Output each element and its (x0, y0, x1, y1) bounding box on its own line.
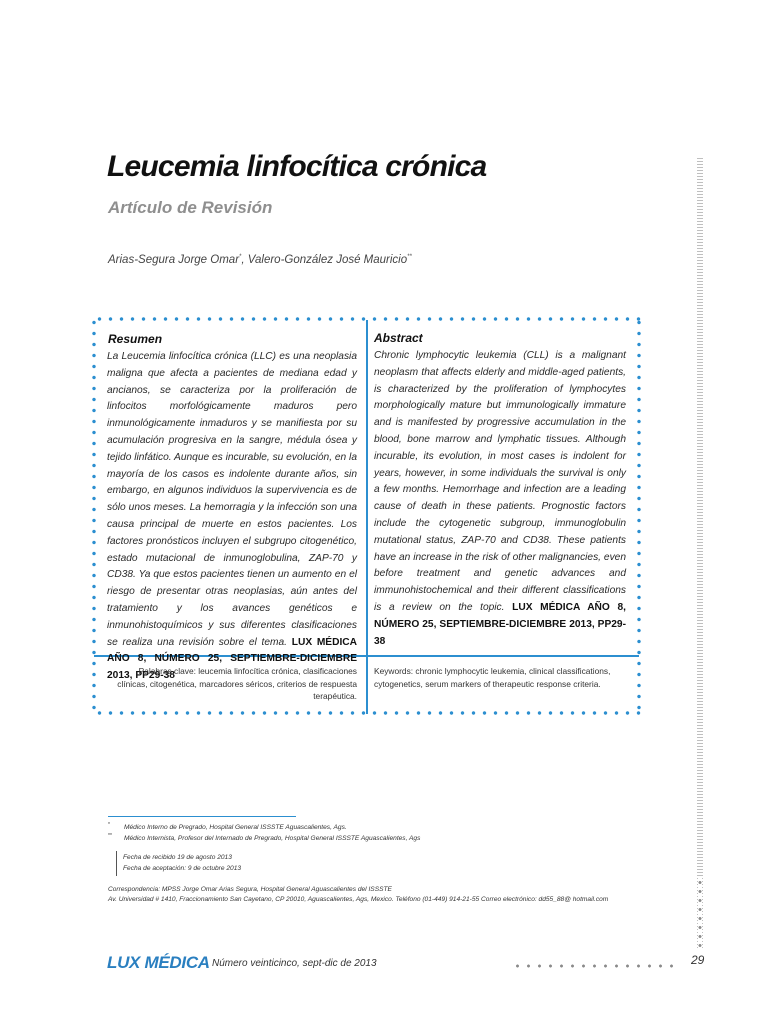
page-number: 29 (691, 953, 705, 967)
author-separator: , (241, 254, 248, 266)
article-title: Leucemia linfocítica crónica (107, 150, 487, 183)
correspondence-address: Av. Universidad # 1410, Fraccionamiento San Cayetano, CP 20010, Aguascalientes, Ags, Mexico. Teléfono (01-449) 914-21-55 Correo electrónico: dd55_88@ hotmail.com (108, 896, 609, 904)
resumen-text: La Leucemia linfocítica crónica (LLC) es una neoplasia maligna que afecta a pacientes de mediana edad y ancianos, se caracteriza por la proliferación de linfocitos morfológicamente maduros pero inmunológicamente inmaduros y se manifiesta por su acumulación progresiva en la sangre, médula ósea y tejido linfático. Aunque es incurable, su evolución, en la mayoría de los casos es indolente durante años, sin embargo, en algunos individuos la supervivencia es de sólo unos meses. La hemorragia y la infección son una causa principal de muerte en estos pacientes. Los factores pronósticos incluyen el subgrupo citogenético, estado mutacional de inmunoglobulina, ZAP-70 y CD38. Ya que estos pacientes tienen un aumento en el riesgo de presentar otras neoplasias, aún antes del tratamiento y los avances genéticos e inmunohistoquímicos y sus diferentes clasificaciones se realiza una revisión sobre el tema. (107, 351, 357, 648)
author-affiliation-mark: * (239, 254, 242, 261)
frame-bottom-border (94, 711, 642, 715)
footer-dots (512, 964, 680, 968)
article-section: Artículo de Revisión (108, 198, 273, 217)
author-name: Valero-González José Mauricio (247, 254, 408, 266)
journal-logo: LUX MÉDICA (107, 953, 210, 972)
footnote-mark: * (108, 822, 110, 828)
abstract-body (374, 348, 626, 650)
abstract-heading: Abstract (374, 331, 423, 345)
abstract-citation: LUX MÉDICA AÑO 8, NÚMERO 25, SEPTIEMBRE-DICIEMBRE 2013, PP29-38 (374, 601, 626, 647)
correspondence-block (108, 885, 628, 905)
accepted-date: Fecha de aceptación: 9 de octubre 2013 (123, 865, 242, 872)
abstract-keywords: Keywords: chronic lymphocytic leukemia, clinical classifications, cytogenetics, serum markers of therapeutic response criteria. (374, 666, 611, 689)
resumen-citation: LUX MÉDICA AÑO 8, NÚMERO 25, SEPTIEMBRE-DICIEMBRE 2013, PP29-38 (107, 636, 357, 682)
page-edge-dots (698, 878, 702, 948)
resumen-keywords: Palabras clave: leucemia linfocítica crónica, clasificaciones clínicas, citogenética, marcadores séricos, criterios de respuesta terapéutica. (117, 666, 357, 702)
footnote-rule (108, 816, 296, 817)
author-affiliation-mark: ** (407, 254, 412, 261)
authors-line (108, 254, 412, 266)
frame-top-border (94, 317, 642, 321)
footnote-affiliation: Médico Interno de Pregrado, Hospital General ISSSTE Aguascalientes, Ags. (124, 824, 347, 831)
footnote-mark: ** (108, 833, 112, 839)
received-date: Fecha de recibido 19 de agosto 2013 (123, 854, 232, 861)
resumen-heading: Resumen (108, 332, 163, 346)
issue-label: Número veinticinco, sept-dic de 2013 (212, 958, 377, 969)
abstract-text: Chronic lymphocytic leukemia (CLL) is a malignant neoplasm that affects elderly and middle-aged patients, is characterized by the proliferation of lymphocytes morphologically mature but immunologically immature and is manifested by progressive accumulation in the blood, bone marrow and lymphatic tissues. Although incurable, its evolution, in most cases is indolent for years, however, in some individuals the survival is only a few months. Hemorrhage and infection are a leading cause of death in these patients. Prognostic factors include the cytogenetic subgroup, immunoglobulin mutational status, ZAP-70 and CD38. These patients have an increase in the risk of other malignancies, even before treatment and genetic advances and immunohistochemical and their different classifications is a review on the topic. (374, 350, 626, 613)
author-name: Arias-Segura Jorge Omar (108, 254, 240, 266)
page-edge-ruler (697, 158, 703, 948)
footnote-affiliation: Médico Internista, Profesor del Internado de Pregrado, Hospital General ISSSTE Aguascalientes, Ags (124, 835, 421, 842)
resumen-body (107, 349, 357, 685)
dates-rule (116, 851, 117, 876)
correspondence-line: Correspondencia: MPSS Jorge Omar Arias Segura, Hospital General Aguascalientes del ISSSTE (108, 886, 392, 893)
